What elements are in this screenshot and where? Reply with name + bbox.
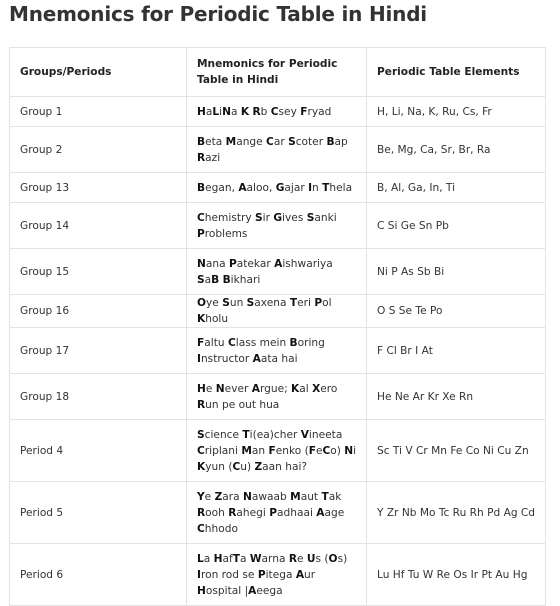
group-cell: Group 2	[10, 127, 187, 173]
group-cell: Group 16	[10, 295, 187, 328]
column-header: Groups/Periods	[10, 48, 187, 97]
table-row	[10, 173, 546, 203]
mnemonic-cell: He Never Argue; Kal Xero Run pe out hua	[187, 374, 367, 420]
elements-cell: O S Se Te Po	[367, 295, 546, 328]
elements-cell: Y Zr Nb Mo Tc Ru Rh Pd Ag Cd	[367, 482, 546, 544]
mnemonic-cell: La HafTa Warna Re Us (Os) Iron rod se Pitega Aur Hospital |Aeega	[187, 544, 367, 606]
group-cell: Group 18	[10, 374, 187, 420]
mnemonic-cell: Nana Patekar Aishwariya SaB Bikhari	[187, 249, 367, 295]
table-row	[10, 482, 546, 544]
table-row	[10, 203, 546, 249]
mnemonic-cell: Chemistry Sir Gives Sanki Problems	[187, 203, 367, 249]
column-header: Periodic Table Elements	[367, 48, 546, 97]
group-cell: Group 17	[10, 328, 187, 374]
group-cell: Group 14	[10, 203, 187, 249]
table-row	[10, 374, 546, 420]
table-header-row	[10, 48, 546, 97]
table-row	[10, 420, 546, 482]
mnemonic-cell: HaLiNa K Rb Csey Fryad	[187, 97, 367, 127]
mnemonic-cell: Ye Zara Nawaab Maut Tak Rooh Rahegi Padhaai Aage Chhodo	[187, 482, 367, 544]
elements-cell: F Cl Br I At	[367, 328, 546, 374]
mnemonic-cell: Beta Mange Car Scoter Bap Razi	[187, 127, 367, 173]
group-cell: Group 13	[10, 173, 187, 203]
table-row	[10, 295, 546, 328]
elements-cell: Sc Ti V Cr Mn Fe Co Ni Cu Zn	[367, 420, 546, 482]
elements-cell: Be, Mg, Ca, Sr, Br, Ra	[367, 127, 546, 173]
mnemonic-cell: Began, Aaloo, Gajar In Thela	[187, 173, 367, 203]
table-row	[10, 328, 546, 374]
page-title: Mnemonics for Periodic Table in Hindi	[9, 2, 427, 26]
group-cell: Group 15	[10, 249, 187, 295]
mnemonic-cell: Faltu Class mein Boring Instructor Aata hai	[187, 328, 367, 374]
group-cell: Period 4	[10, 420, 187, 482]
table-row	[10, 249, 546, 295]
elements-cell: Lu Hf Tu W Re Os Ir Pt Au Hg	[367, 544, 546, 606]
mnemonics-table	[9, 47, 546, 606]
group-cell: Period 5	[10, 482, 187, 544]
elements-cell: Ni P As Sb Bi	[367, 249, 546, 295]
column-header: Mnemonics for Periodic Table in Hindi	[187, 48, 367, 97]
elements-cell: B, Al, Ga, In, Ti	[367, 173, 546, 203]
elements-cell: C Si Ge Sn Pb	[367, 203, 546, 249]
elements-cell: He Ne Ar Kr Xe Rn	[367, 374, 546, 420]
table-row	[10, 127, 546, 173]
table-row	[10, 544, 546, 606]
elements-cell: H, Li, Na, K, Ru, Cs, Fr	[367, 97, 546, 127]
group-cell: Group 1	[10, 97, 187, 127]
group-cell: Period 6	[10, 544, 187, 606]
mnemonic-cell: Oye Sun Saxena Teri Pol Kholu	[187, 295, 367, 328]
mnemonic-cell: Science Ti(ea)cher Vineeta Criplani Man Fenko (FeCo) Ni Kyun (Cu) Zaan hai?	[187, 420, 367, 482]
table-row	[10, 97, 546, 127]
